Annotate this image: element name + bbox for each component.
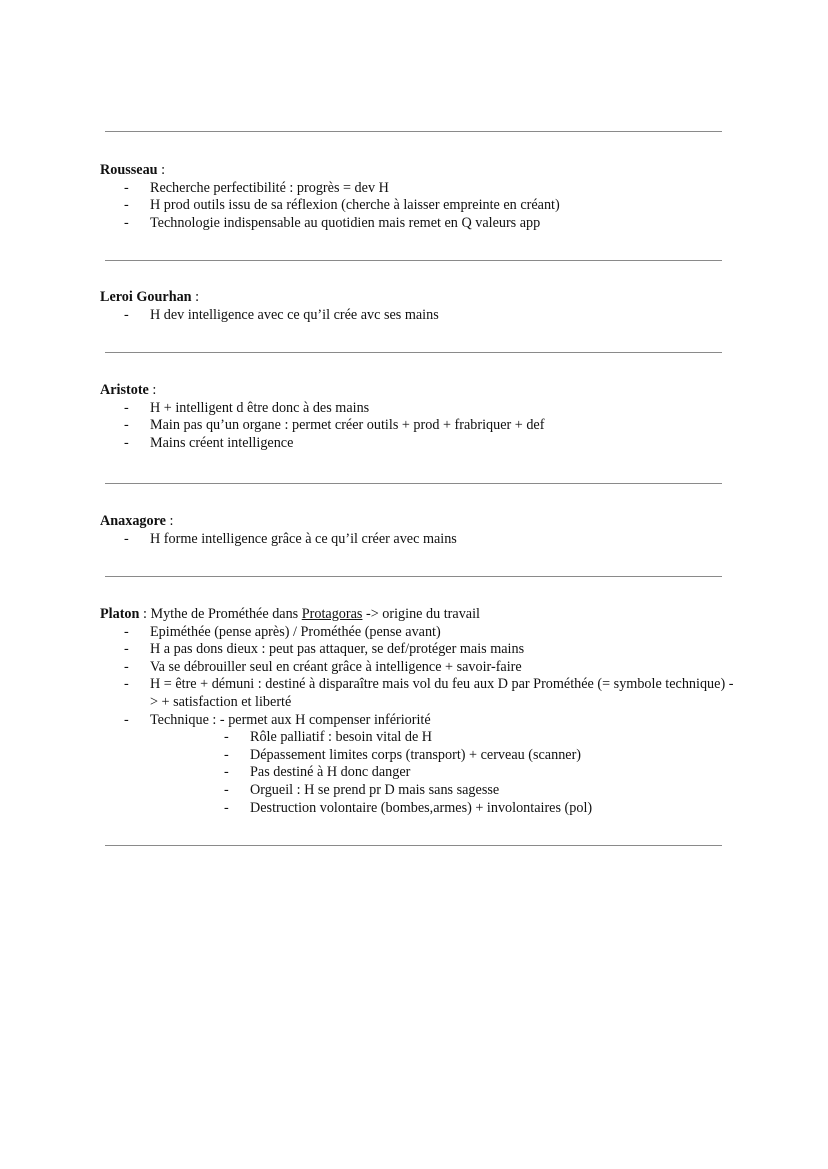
section-heading: Leroi Gourhan :	[100, 289, 200, 305]
section-leroi-gourhan	[100, 289, 740, 324]
bullet-list	[100, 180, 740, 233]
separator-line	[105, 576, 722, 577]
list-item: - H forme intelligence grâce à ce qu’il créer avec mains	[150, 531, 740, 549]
author-name: Rousseau	[100, 162, 158, 178]
separator-line	[105, 845, 722, 846]
author-name: Leroi Gourhan	[100, 289, 192, 305]
list-item: - H prod outils issu de sa réflexion (cherche à laisser empreinte en créant)	[150, 197, 740, 215]
work-title: Protagoras	[301, 606, 363, 622]
list-item: - Main pas qu’un organe : permet créer outils + prod + frabriquer + def	[150, 417, 740, 435]
list-item: - Mains créent intelligence	[150, 435, 740, 453]
list-item: - H dev intelligence avec ce qu’il crée avc ses mains	[150, 307, 740, 325]
section-platon	[100, 606, 740, 817]
author-name: Platon	[100, 606, 140, 622]
separator-line	[105, 131, 722, 132]
list-item: - H + intelligent d être donc à des mains	[150, 400, 740, 418]
sub-list-item: - Pas destiné à H donc danger	[250, 764, 740, 782]
bullet-list	[100, 400, 740, 453]
section-heading: Platon : Mythe de Prométhée dans Protagoras -> origine du travail	[100, 606, 480, 622]
list-item: - Recherche perfectibilité : progrès = dev H	[150, 180, 740, 198]
author-name: Anaxagore	[100, 513, 166, 529]
separator-line	[105, 483, 722, 484]
section-aristote	[100, 382, 740, 452]
list-item: - H = être + démuni : destiné à disparaître mais vol du feu aux D par Prométhée (= symbole technique) -> + satisfaction et liberté	[150, 676, 740, 711]
section-heading: Rousseau :	[100, 162, 166, 178]
bullet-list	[100, 307, 740, 325]
bullet-list	[100, 531, 740, 549]
list-item: - Technique : - permet aux H compenser infériorité	[150, 712, 740, 730]
list-item: - H a pas dons dieux : peut pas attaquer, se def/protéger mais mains	[150, 641, 740, 659]
list-item: - Technologie indispensable au quotidien mais remet en Q valeurs app	[150, 215, 740, 233]
separator-line	[105, 260, 722, 261]
list-item: - Epiméthée (pense après) / Prométhée (pense avant)	[150, 624, 740, 642]
sub-list-item: - Orgueil : H se prend pr D mais sans sagesse	[250, 782, 740, 800]
bullet-list	[100, 624, 740, 730]
sub-list-item: - Rôle palliatif : besoin vital de H	[250, 729, 740, 747]
separator-line	[105, 352, 722, 353]
sub-list-item: - Dépassement limites corps (transport) + cerveau (scanner)	[250, 747, 740, 765]
section-rousseau	[100, 162, 740, 232]
section-heading: Aristote :	[100, 382, 157, 398]
sub-bullet-list	[100, 729, 740, 817]
section-heading: Anaxagore :	[100, 513, 174, 529]
author-name: Aristote	[100, 382, 149, 398]
section-anaxagore	[100, 513, 740, 548]
list-item: - Va se débrouiller seul en créant grâce à intelligence + savoir-faire	[150, 659, 740, 677]
sub-list-item: - Destruction volontaire (bombes,armes) + involontaires (pol)	[250, 800, 740, 818]
